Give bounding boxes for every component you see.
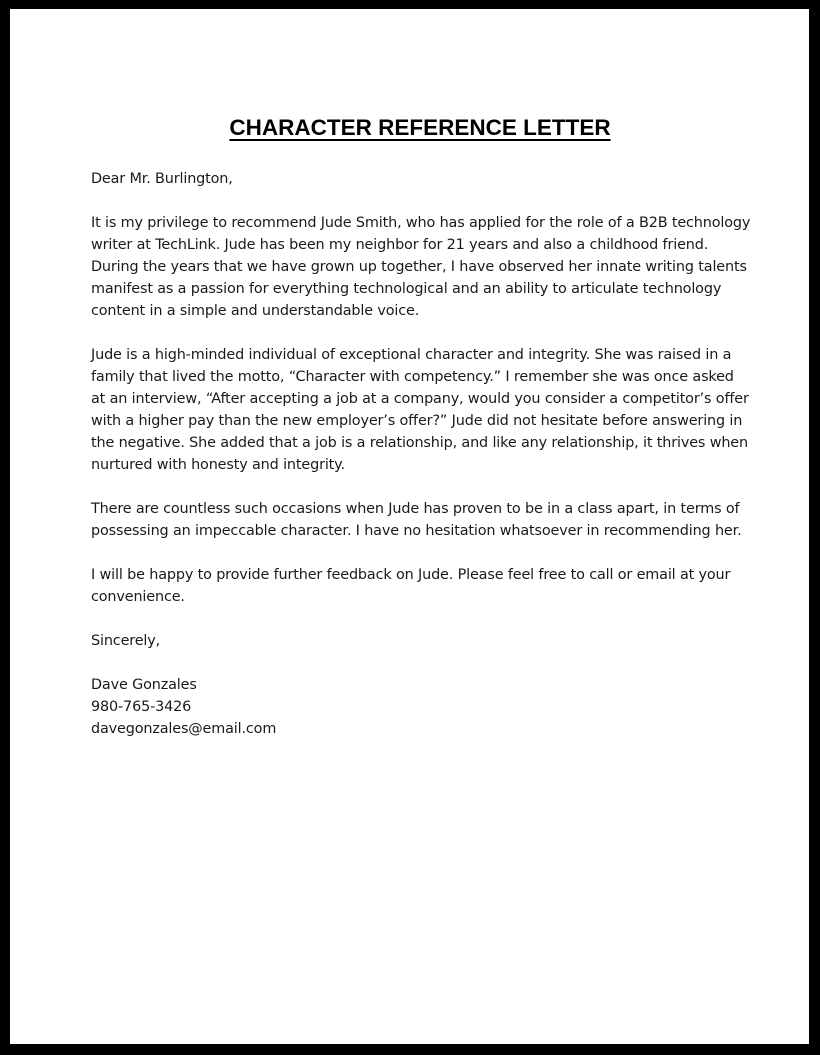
letter-title bbox=[10, 113, 820, 143]
paragraph-feedback: I will be happy to provide further feedback on Jude. Please feel free to call or email at your convenience. bbox=[91, 567, 731, 605]
salutation: Dear Mr. Burlington, bbox=[91, 171, 233, 187]
letter-title-text: CHARACTER REFERENCE LETTER bbox=[229, 115, 611, 140]
paragraph-occasions: There are countless such occasions when Jude has proven to be in a class apart, in terms of possessing an impeccable character. I have no hesitation whatsoever in recommending her. bbox=[91, 501, 742, 539]
letter-body bbox=[91, 168, 751, 740]
signature-name: Dave Gonzales bbox=[91, 677, 197, 693]
paragraph-character: Jude is a high-minded individual of exceptional character and integrity. She was raised in a family that lived the motto, “Character with competency.” I remember she was once asked at an interview, “After accepting a job at a company, would you consider a competitor’s offer with a higher pay than the new employer’s offer?” Jude did not hesitate before answering in the negative. She added that a job is a relationship, and like any relationship, it thrives when nurtured with honesty and integrity. bbox=[91, 347, 749, 473]
paragraph-recommendation: It is my privilege to recommend Jude Smith, who has applied for the role of a B2B technology writer at TechLink. Jude has been my neighbor for 21 years and also a childhood friend. During the years that we have grown up together, I have observed her innate writing talents manifest as a passion for everything technological and an ability to articulate technology content in a simple and understandable voice. bbox=[91, 215, 751, 319]
closing: Sincerely, bbox=[91, 633, 161, 649]
signature-email: davegonzales@email.com bbox=[91, 721, 277, 737]
signature-phone: 980-765-3426 bbox=[91, 699, 192, 715]
signature-block bbox=[91, 674, 751, 740]
